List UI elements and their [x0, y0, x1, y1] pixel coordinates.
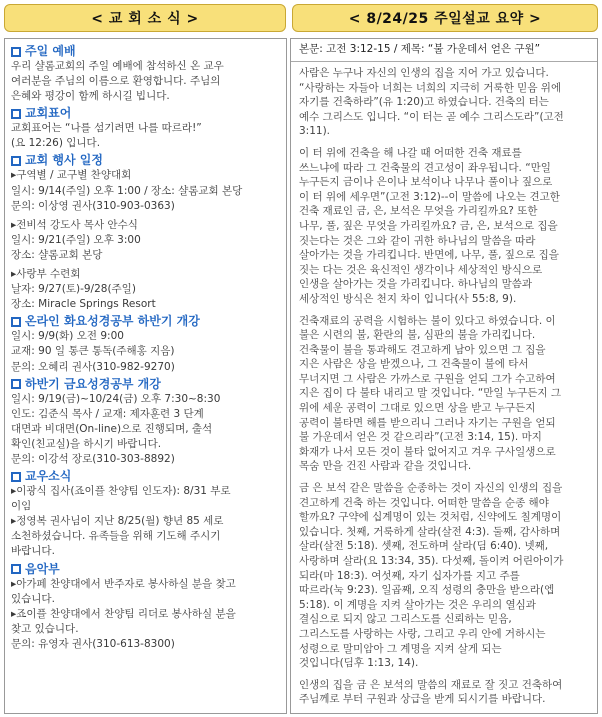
sermon-line: 나무, 풀, 짚은 무엇을 가리킬까요? 금, 은, 보석으로 집을 [299, 219, 558, 232]
section-title [11, 469, 280, 484]
section-title [11, 562, 280, 577]
section-line: 교재: 90 일 통큰 통독(주해홍 지음) [11, 345, 175, 358]
news-section [11, 153, 280, 312]
section-line: 장소: 샬롬교회 본당 [11, 248, 103, 261]
blue-square-bullet-icon [11, 564, 21, 574]
sermon-line: 3:11). [299, 125, 331, 138]
section-line: 문의: 이강석 장로(310-303-8892) [11, 452, 175, 465]
section-line: 장소: Miracle Springs Resort [11, 298, 156, 311]
sermon-line: 이 터 위에 건축을 해 나갈 때 어떠한 건축 재료를 [299, 146, 522, 159]
section-line: 은혜와 평강이 함께 하시길 빕니다. [11, 90, 170, 103]
sermon-line: 사랑하며 살라(요 13:34, 35). 다섯째, 돌이켜 어린아이가 [299, 555, 564, 567]
blue-square-bullet-icon [11, 156, 21, 166]
section-title-text: 하반기 금요성경공부 개강 [25, 376, 161, 391]
sermon-line: 5:18). 이 계명을 지켜 살아가는 것은 우리의 열심과 [299, 598, 536, 611]
sermon-line: 세상적인 방식은 천지 차이 입니다(사 55:8, 9). [299, 292, 517, 305]
sermon-line: 불은 시련의 불, 환란의 불, 심판의 불을 가리킵니다. [299, 329, 536, 342]
sermon-line: 할까요? 구약에 십계명이 있는 것처럼, 신약에도 칠계명이 [299, 511, 562, 524]
paragraph-gap [299, 671, 589, 678]
section-title [11, 377, 280, 392]
sermon-divider [291, 61, 597, 62]
sermon-line: 건축 재료인 금, 은, 보석은 무엇을 가리킬까요? 또한 [299, 205, 538, 218]
blue-square-bullet-icon [11, 472, 21, 482]
sermon-line: 따르라(눅 9:23). 일곱째, 오직 성령의 충만을 받으라(엡 [299, 584, 555, 597]
church-news-banner [4, 4, 286, 32]
section-line: 우리 샬롬교회의 주일 예배에 참석하신 온 교우 [11, 60, 224, 72]
sermon-line: 건축물이 불을 통과해도 견고하게 남아 있으면 그 집을 [299, 343, 546, 356]
section-title [11, 314, 280, 329]
sermon-line: 건축재료의 공력을 시험하는 불이 있다고 하였습니다. 이 [299, 314, 556, 327]
section-title-text: 교회표어 [25, 106, 72, 121]
section-line: 이임 [11, 500, 32, 513]
sermon-line: 견고하게 건축 하는 것입니다. 어떠한 말씀을 순종 해야 [299, 496, 549, 509]
blue-square-bullet-icon [11, 109, 21, 119]
section-line: ▸정영복 권사님이 지난 8/25(월) 향년 85 세로 [11, 515, 224, 528]
sermon-line: 금 은 보석 같은 말씀을 순종하는 것이 자신의 인생의 집을 [299, 482, 563, 495]
sermon-line: 사람은 누구나 자신의 인생의 집을 지어 가고 있습니다. [299, 67, 549, 79]
section-line: ▸구역별 / 교구별 찬양대회 [11, 169, 132, 182]
sermon-line: 되라(마 18:3). 여섯째, 자기 십자가를 지고 주를 [299, 569, 520, 582]
sermon-line: 예수 그리스도 입니다. “이 터는 곧 예수 그리스도라”(고전 [299, 110, 564, 123]
section-line: ▸이광식 집사(죠이플 찬양팀 인도자): 8/31 부로 [11, 485, 231, 498]
sermon-line: 성령으로 말미암아 그 계명을 지켜 살게 되는 [299, 642, 502, 655]
section-line: 일시: 9/21(주일) 오후 3:00 [11, 233, 141, 246]
section-title-text: 온라인 화요성경공부 하반기 개강 [25, 314, 200, 329]
section-line: (요 12:26) 입니다. [11, 137, 101, 150]
sermon-summary-column [290, 38, 598, 714]
section-line: 바랍니다. [11, 545, 55, 558]
section-title [11, 153, 280, 168]
news-section [11, 314, 280, 374]
sermon-line: 자기를 건축하라”(유 1:20)고 하였습니다. 건축의 터는 [299, 96, 549, 109]
blue-square-bullet-icon [11, 317, 21, 327]
section-line: ▸아가페 찬양대에서 반주자로 봉사하실 분을 찾고 [11, 577, 236, 590]
section-title-text: 교우소식 [25, 469, 72, 484]
sermon-line: 누구든지 금이나 은이나 보석이나 나무나 풀이나 짚으로 [299, 176, 553, 189]
sermon-line: 살아가는 것을 가리킵니다. 반면에, 나무, 풀, 짚으로 집을 [299, 249, 559, 262]
sermon-summary-banner [292, 4, 598, 32]
sermon-line: 것입니다(딤후 1:13, 14). [299, 657, 419, 670]
sermon-line: 지은 집이 다 불타 내리고 말 것입니다. “만일 누구든지 그 [299, 387, 561, 400]
section-line: 대면과 비대면(On-line)으로 진행되며, 출석 [11, 422, 213, 435]
sermon-line: 위에 세운 공력이 그대로 있으면 상을 받고 누구든지 [299, 402, 536, 415]
sermon-body [299, 66, 589, 707]
sermon-line: 불 가운데서 얻은 것 같으리라”(고전 3:14, 15). 마지 [299, 431, 542, 444]
sermon-summary-title: < 8/24/25 주일설교 요약 > [348, 11, 542, 27]
sermon-line: 쓰느냐에 따라 그 건축물의 견고성이 좌우됩니다. “만일 [299, 161, 551, 174]
section-line: 문의: 이상영 권사(310-903-0363) [11, 199, 175, 212]
sermon-line: “사랑하는 자들아 너희는 너희의 지극히 거룩한 믿음 위에 [299, 81, 562, 94]
section-line: 일시: 9/14(주일) 오후 1:00 / 장소: 샬롬교회 본당 [11, 184, 243, 197]
section-line: 확인(친교실)을 하시기 바랍니다. [11, 437, 162, 450]
news-section [11, 562, 280, 652]
sermon-line: 짓는 다는 것은 육신적인 생각이나 세상적인 방식으로 [299, 263, 543, 276]
blue-square-bullet-icon [11, 47, 21, 57]
news-section [11, 469, 280, 559]
sermon-line: 목숨 만을 건진 사람과 같을 것입니다. [299, 460, 472, 473]
sermon-paragraph [299, 314, 589, 475]
section-title-text: 음악부 [25, 561, 60, 576]
sermon-heading: 본문: 고전 3:12-15 / 제목: “불 가운데서 얻은 구원” [299, 43, 541, 55]
section-title-text: 주일 예배 [25, 44, 76, 58]
section-title [11, 106, 280, 121]
sermon-line: 공력이 불타면 해를 받으리니 그러나 자기는 구원을 얻되 [299, 416, 556, 429]
section-line: 날자: 9/27(토)-9/28(주일) [11, 283, 136, 296]
sermon-line: 있습니다. 첫째, 거룩하게 살라(살전 4:3). 둘째, 감사하며 [299, 525, 561, 538]
section-line: 인도: 김준식 목사 / 교재: 제자훈련 3 단계 [11, 407, 204, 420]
sermon-line: 주님께로 부터 구원과 상급을 받게 되시기를 바랍니다. [299, 693, 546, 706]
section-line: 찾고 있습니다. [11, 622, 79, 635]
sermon-line: 결심으로 되지 않고 그리스도를 신뢰하는 믿음, [299, 613, 512, 626]
church-news-title: < 교 회 소 식 > [91, 11, 199, 27]
section-line: 문의: 유영자 권사(310-613-8300) [11, 637, 175, 650]
paragraph-gap [299, 139, 589, 146]
blue-square-bullet-icon [11, 379, 21, 389]
sermon-line: 인생의 집을 금 은 보석의 말씀의 재료로 잘 짓고 건축하여 [299, 678, 563, 691]
sermon-line: 인생을 살아가는 것을 가리킵니다. 하나님의 말씀과 [299, 278, 533, 291]
paragraph-gap [299, 474, 589, 481]
section-line: 있습니다. [11, 592, 55, 605]
sermon-line: 그리스도를 사랑하는 사랑, 그리고 우리 안에 거하시는 [299, 627, 546, 640]
sermon-line: 화재가 나서 모든 것이 불타 없어지고 겨우 구사일생으로 [299, 445, 556, 458]
sermon-line: 무너지면 그 사람은 가까스로 구원을 얻되 그가 수고하여 [299, 372, 556, 385]
sermon-paragraph [299, 481, 589, 671]
news-section [11, 377, 280, 467]
section-line: 여러분을 주님의 이름으로 환영합니다. 주님의 [11, 75, 221, 88]
section-line: ▸사랑부 수련회 [11, 268, 81, 281]
section-title-text: 교회 행사 일정 [25, 153, 103, 168]
section-line: 문의: 오혜리 권사(310-982-9270) [11, 360, 175, 373]
sermon-line: 살라(살전 5:18). 셋째, 전도하며 살라(딤 6:40). 넷째, [299, 540, 549, 553]
news-section [11, 106, 280, 151]
section-line: 일시: 9/19(금)~10/24(금) 오후 7:30~8:30 [11, 392, 221, 405]
news-section [11, 44, 280, 104]
sermon-paragraph [299, 66, 589, 139]
sermon-paragraph [299, 146, 589, 307]
sermon-line: 이 터 위에 세우면”(고전 3:12)--이 말씀에 나오는 견고한 [299, 190, 560, 203]
sermon-paragraph [299, 678, 589, 707]
paragraph-gap [299, 307, 589, 314]
church-news-column [4, 38, 287, 714]
section-line: ▸전비석 강도사 목사 안수식 [11, 218, 138, 231]
sermon-line: 짓는다는 것은 그와 같이 귀한 하나님의 말씀을 따라 [299, 234, 536, 247]
section-line: ▸죠이플 찬양대에서 찬양팀 리더로 봉사하실 분을 [11, 607, 236, 620]
section-line: 소천하셨습니다. 유족들을 위해 기도해 주시기 [11, 530, 221, 543]
section-title [11, 44, 280, 59]
sermon-line: 지은 사람은 상을 받겠으나, 그 건축물이 불에 타서 [299, 358, 529, 371]
section-line: 교회표어는 “나를 섬기려면 나를 따르라!” [11, 122, 202, 135]
section-line: 일시: 9/9(화) 오전 9:00 [11, 330, 124, 343]
